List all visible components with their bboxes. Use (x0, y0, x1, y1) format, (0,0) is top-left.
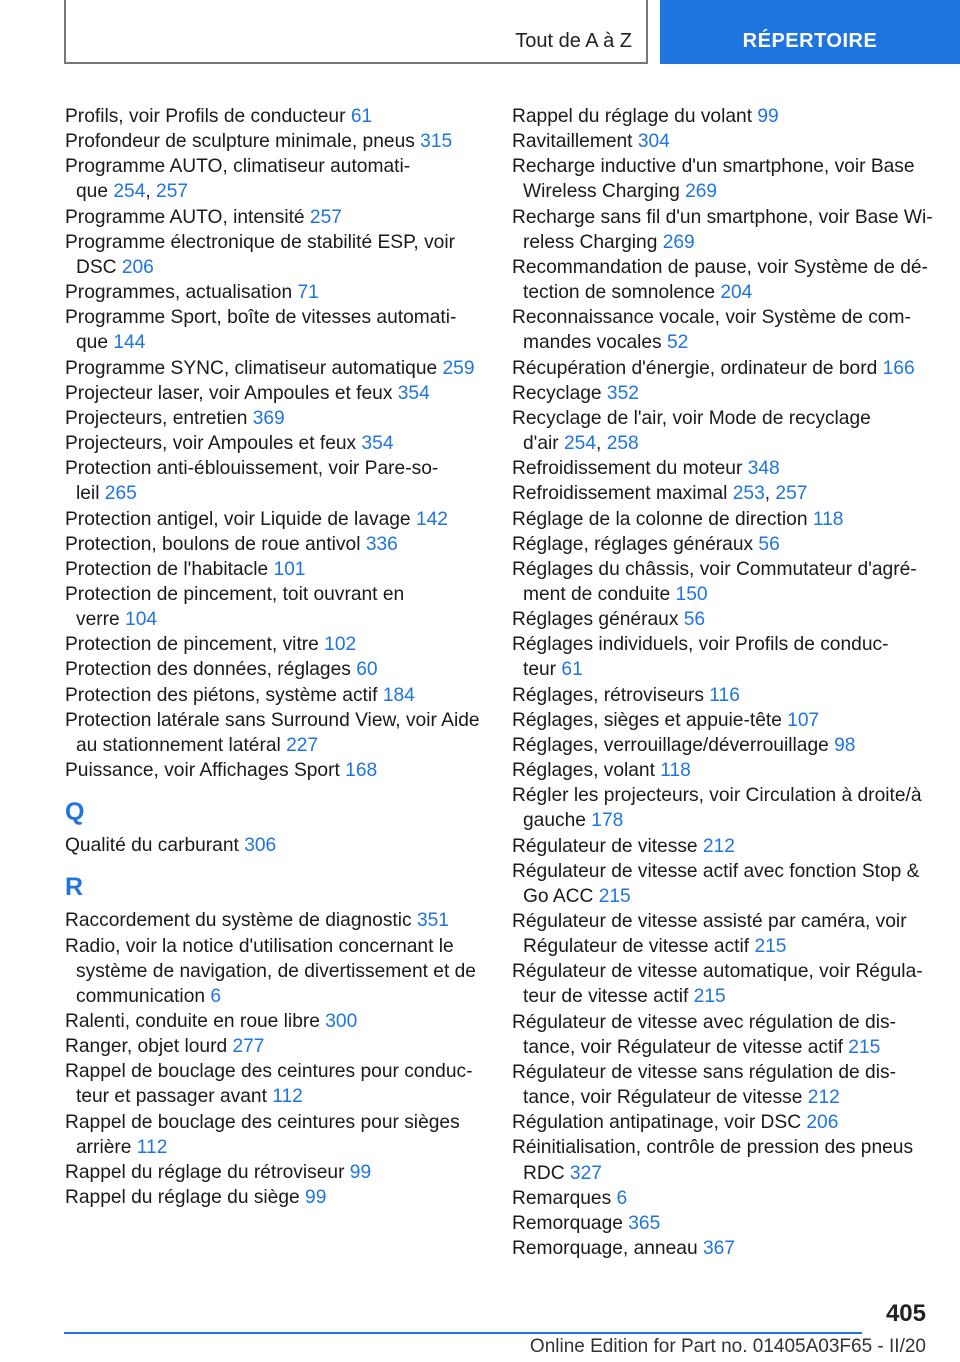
index-entry-text: DSC (76, 256, 122, 278)
index-entry (512, 557, 932, 607)
index-entry-text: Ranger, objet lourd (65, 1036, 233, 1058)
page-reference-link[interactable]: 369 (252, 407, 285, 429)
index-entry-text: Remorquage (512, 1212, 629, 1234)
edition-footer: Online Edition for Part no. 01405A03F65 - II/20 (529, 1336, 926, 1357)
page-reference-link[interactable]: 150 (675, 583, 708, 605)
section-tab-label: Tout de A à Z (515, 30, 632, 52)
index-entry-text: Régulateur de vitesse assisté par caméra, voir (512, 911, 907, 932)
index-entry (65, 833, 485, 858)
index-entry-text: communication (76, 985, 211, 1007)
index-entry-text: Recyclage (512, 382, 607, 404)
index-entry (65, 381, 485, 406)
index-entry (512, 909, 932, 959)
index-entry (65, 431, 485, 456)
index-column-left (65, 104, 485, 1210)
page-reference-link[interactable]: 144 (113, 332, 146, 354)
page-reference-link[interactable]: 61 (561, 659, 583, 681)
page-reference-link[interactable]: 118 (812, 508, 844, 530)
index-entry-text: teur (523, 659, 562, 681)
page-reference-link[interactable]: 60 (356, 659, 378, 681)
index-entry-text: tance, voir Régulateur de vitesse actif (523, 1036, 849, 1058)
page-reference-link[interactable]: 112 (136, 1136, 168, 1158)
index-column-right (512, 104, 932, 1261)
index-entry-text: Recyclage de l'air, voir Mode de recyclage (512, 407, 871, 429)
index-entry-text: Rappel de bouclage des ceintures pour sièges (65, 1111, 460, 1133)
index-entry (65, 582, 485, 632)
page-reference-link[interactable]: 352 (606, 382, 639, 404)
index-entry (512, 1060, 932, 1110)
index-entry-text: Régulateur de vitesse sans régulation de dis- (512, 1061, 896, 1083)
index-entry (512, 632, 932, 682)
page-reference-link[interactable]: 178 (591, 810, 624, 832)
index-entry (512, 532, 932, 557)
index-entry (65, 1009, 485, 1034)
index-entry-text: d'air (523, 433, 564, 455)
index-entry-text: tection de somnolence (523, 282, 721, 304)
index-entry (65, 104, 485, 129)
index-entry (512, 607, 932, 632)
page-reference-link[interactable]: 204 (720, 282, 753, 304)
page-reference-link[interactable]: 118 (660, 760, 691, 782)
index-entry (65, 557, 485, 582)
page-reference-link[interactable]: 327 (569, 1162, 602, 1184)
index-entry (512, 1135, 932, 1185)
index-entry-text: Protection des données, réglages (65, 659, 357, 681)
index-entry-text: Remarques (512, 1187, 617, 1209)
index-entry-text: mandes vocales (523, 332, 667, 354)
index-entry (65, 1185, 485, 1210)
page-reference-link[interactable]: 98 (834, 734, 856, 756)
index-entry-text: Réglage de la colonne de direction (512, 508, 813, 530)
page-reference-link[interactable]: 142 (415, 508, 448, 530)
page-reference-link[interactable]: 257 (775, 483, 808, 505)
index-entry (512, 356, 932, 381)
index-entry-text: Wireless Charging (523, 181, 686, 203)
index-entry-text: Protection de pincement, vitre (65, 634, 325, 656)
index-entry (512, 507, 932, 532)
index-entry-text: Recharge inductive d'un smartphone, voir Base (512, 156, 915, 178)
index-entry-text: Réglages, rétroviseurs (512, 684, 710, 706)
index-entry (512, 255, 932, 305)
page-reference-link[interactable]: 354 (361, 433, 394, 455)
page-reference-link[interactable]: 166 (882, 357, 915, 379)
page-reference-link[interactable]: 168 (345, 760, 378, 782)
index-entry-text: Rappel de bouclage des ceintures pour conduc- (65, 1061, 473, 1083)
page-reference-link[interactable]: 99 (305, 1187, 327, 1209)
index-entry-text: teur de vitesse actif (523, 986, 694, 1008)
index-entry-text: que (76, 332, 114, 354)
index-entry: Recyclage de l'air, voir Mode de recyclage d'air 254, 258 (512, 407, 871, 455)
page-reference-link[interactable]: 56 (683, 609, 706, 631)
index-entry (65, 758, 485, 783)
index-entry (65, 1034, 485, 1059)
index-entry-text: tance, voir Régulateur de vitesse (523, 1087, 808, 1109)
index-entry-text: Régulateur de vitesse automatique, voir Régula- (512, 961, 923, 983)
index-entry (65, 632, 485, 657)
index-entry (65, 532, 485, 557)
page-reference-link[interactable]: 254 (113, 181, 146, 203)
index-entry (65, 305, 485, 355)
page-reference-link[interactable]: 254 (564, 433, 597, 455)
index-entry (512, 708, 932, 733)
page-reference-link[interactable]: 257 (156, 181, 189, 203)
index-entry-text: Protection de l'habitacle (65, 558, 274, 580)
index-entry-text: système de navigation, de divertissement et de (76, 960, 476, 982)
page-reference-link[interactable]: 348 (747, 458, 780, 480)
page-reference-link[interactable]: 365 (628, 1212, 661, 1234)
page-reference-link[interactable]: 304 (637, 131, 670, 153)
index-entry-text: Protection anti-éblouissement, voir Pare-so- (65, 458, 439, 480)
index-letter-heading: Q (65, 798, 85, 827)
index-entry-text: Programme AUTO, intensité (65, 206, 310, 228)
index-entry-text: Protection de pincement, toit ouvrant en (65, 583, 405, 605)
index-entry (65, 1160, 485, 1185)
page-reference-link[interactable]: 300 (325, 1011, 358, 1032)
index-entry-text: Rappel du réglage du volant (512, 106, 758, 127)
index-entry (65, 456, 485, 506)
page-reference-link[interactable]: 6 (616, 1187, 628, 1209)
page-reference-link[interactable]: 99 (757, 106, 779, 127)
page-reference-link[interactable]: 101 (273, 558, 306, 580)
index-entry (512, 1211, 932, 1236)
page-reference-link[interactable]: 269 (685, 181, 718, 203)
index-entry (512, 834, 932, 859)
index-entry (65, 908, 485, 933)
page-reference-link[interactable]: 258 (606, 433, 639, 455)
page-reference-link[interactable]: 212 (702, 835, 735, 857)
index-entry-text: Régulateur de vitesse (512, 835, 703, 857)
index-entry (512, 104, 932, 129)
index-entry-text: Rappel du réglage du siège (65, 1187, 306, 1209)
index-entry-text: Programme électronique de stabilité ESP, voir (65, 231, 455, 253)
page-reference-link[interactable]: 259 (442, 357, 475, 379)
index-entry (512, 381, 932, 406)
page-reference-link[interactable]: 351 (416, 910, 449, 932)
footer-divider (64, 1332, 862, 1334)
index-entry (512, 154, 932, 204)
index-entry (512, 1110, 932, 1135)
index-entry-text: Protection antigel, voir Liquide de lavage (65, 508, 416, 530)
index-entry (65, 280, 485, 305)
page-reference-link[interactable]: 184 (382, 684, 415, 706)
index-entry-text: reless Charging (523, 231, 663, 253)
index-entry-text: Régulateur de vitesse avec régulation de dis- (512, 1011, 896, 1033)
index-entry-text: Profondeur de sculpture minimale, pneus (65, 131, 421, 153)
index-entry-text: Remorquage, anneau (512, 1238, 703, 1260)
index-entry-text: teur et passager avant (76, 1086, 273, 1108)
index-entry (512, 129, 932, 154)
index-entry (65, 507, 485, 532)
index-entry (512, 305, 932, 355)
index-entry-text: verre (76, 609, 126, 631)
index-letter-heading: R (65, 873, 84, 902)
page-reference-link[interactable]: 336 (365, 533, 398, 555)
page-reference-link[interactable]: 116 (709, 684, 740, 706)
index-entry (65, 1059, 485, 1109)
page-reference-link[interactable]: 206 (806, 1112, 839, 1134)
index-entry (512, 783, 932, 833)
index-entry-text: Protection latérale sans Surround View, voir Aide (65, 709, 480, 731)
page-reference-link[interactable]: 227 (286, 734, 319, 756)
active-tab-repertoire[interactable] (660, 0, 960, 64)
index-entry-text: Rappel du réglage du rétroviseur (65, 1161, 350, 1183)
index-entry-text: Programme AUTO, climatiseur automati- (65, 156, 411, 178)
page-reference-link[interactable]: 212 (807, 1087, 840, 1109)
index-entry-text: gauche (523, 810, 592, 832)
page-reference-link[interactable]: 6 (210, 985, 222, 1007)
index-entry (512, 205, 932, 255)
page-reference-link[interactable]: 315 (420, 131, 453, 153)
index-entry-text: Régulateur de vitesse actif avec fonction Stop & (512, 860, 920, 882)
index-entry-text: Réglages généraux (512, 609, 684, 631)
index-entry-text: Ravitaillement (512, 131, 638, 153)
page-reference-link[interactable]: 71 (297, 282, 319, 304)
index-entry-text: Réinitialisation, contrôle de pression des pneus (512, 1137, 914, 1159)
index-entry: Programme AUTO, climatiseur automati- que 254, 257 (65, 156, 411, 203)
index-entry-text: Refroidissement maximal (512, 483, 733, 505)
page-reference-link[interactable]: 354 (397, 382, 430, 404)
index-entry-text: que (76, 181, 114, 203)
index-entry-text: Régulation antipatinage, voir DSC (512, 1112, 807, 1134)
index-entry (512, 1186, 932, 1211)
page-reference-link[interactable]: 52 (666, 332, 689, 354)
page-reference-link[interactable]: 277 (232, 1036, 265, 1058)
index-entry (512, 733, 932, 758)
index-entry-text: Recharge sans fil d'un smartphone, voir Base Wi- (512, 206, 933, 228)
index-entry (512, 456, 932, 481)
page-reference-link[interactable]: 112 (272, 1086, 303, 1108)
page-reference-link[interactable]: 257 (309, 206, 342, 228)
page-reference-link[interactable]: 56 (758, 533, 780, 555)
index-entry-text: Refroidissement du moteur (512, 458, 748, 480)
index-entry-text: leil (76, 483, 105, 505)
index-entry (65, 657, 485, 682)
index-entry: Refroidissement maximal 253, 257 (512, 483, 808, 505)
index-entry-text: Profils, voir Profils de conducteur (65, 106, 351, 127)
index-entry-text: Programmes, actualisation (65, 282, 298, 304)
index-entry-text: Raccordement du système de diagnostic (65, 910, 417, 932)
index-entry-text: Réglages, verrouillage/déverrouillage (512, 734, 835, 756)
index-entry-text: Protection, boulons de roue antivol (65, 533, 366, 555)
page-number: 405 (885, 1300, 926, 1327)
index-entry (65, 683, 485, 708)
index-entry (65, 1110, 485, 1160)
index-entry-text: ment de conduite (523, 583, 676, 605)
page-reference-link[interactable]: 215 (693, 986, 726, 1008)
index-entry (65, 230, 485, 280)
index-entry-text: RDC (523, 1162, 570, 1184)
index-entry-text: Projecteur laser, voir Ampoules et feux (65, 382, 398, 404)
index-entry-text: Récupération d'énergie, ordinateur de bord (512, 357, 883, 379)
page-reference-link[interactable]: 269 (662, 231, 695, 253)
index-entry-text: au stationnement latéral (76, 734, 287, 756)
index-entry-text: Radio, voir la notice d'utilisation concernant le (65, 935, 454, 957)
index-entry (512, 859, 932, 909)
index-entry (65, 934, 485, 1009)
page-reference-link[interactable]: 102 (324, 634, 357, 656)
index-entry-text: Qualité du carburant (65, 835, 245, 857)
index-entry-text: arrière (76, 1136, 137, 1158)
page-reference-link[interactable]: 367 (702, 1238, 735, 1260)
page-reference-link[interactable]: 265 (104, 483, 137, 505)
index-entry (512, 1010, 932, 1060)
page-reference-link[interactable]: 215 (754, 936, 787, 958)
index-entry (65, 205, 485, 230)
index-entry-text: Go ACC (523, 885, 599, 907)
section-tab[interactable] (64, 0, 648, 64)
index-entry-text: Réglages, sièges et appuie-tête (512, 709, 788, 731)
index-entry-text: Régulateur de vitesse actif (523, 936, 755, 958)
index-entry-text: Programme Sport, boîte de vitesses automati- (65, 307, 457, 329)
page-reference-link[interactable]: 61 (350, 106, 373, 127)
index-entry-text: Projecteurs, entretien (65, 407, 253, 429)
page-reference-link[interactable]: 215 (598, 885, 631, 907)
index-entry-text: Programme SYNC, climatiseur automatique (65, 357, 443, 379)
index-entry (65, 356, 485, 381)
index-entry-text: Réglages individuels, voir Profils de conduc- (512, 634, 889, 656)
index-entry (512, 683, 932, 708)
index-entry-text: Régler les projecteurs, voir Circulation à droite/à (512, 785, 922, 807)
index-entry-text: Réglages, volant (512, 760, 661, 782)
index-entry (512, 758, 932, 783)
page-reference-link[interactable]: 99 (349, 1161, 372, 1183)
index-entry (65, 129, 485, 154)
index-entry (65, 708, 485, 758)
index-entry (512, 1236, 932, 1261)
page-reference-link[interactable]: 104 (125, 609, 158, 631)
page-reference-link[interactable]: 253 (732, 483, 765, 505)
page-reference-link[interactable]: 215 (848, 1036, 881, 1058)
index-entry-text: Puissance, voir Affichages Sport (65, 760, 346, 782)
index-entry-text: Protection des piétons, système actif (65, 684, 383, 706)
index-entry-text: Réglage, réglages généraux (512, 533, 759, 555)
active-tab-label: RÉPERTOIRE (742, 30, 878, 52)
index-entry-text: Reconnaissance vocale, voir Système de com- (512, 307, 911, 329)
index-entry-text: Réglages du châssis, voir Commutateur d'agré- (512, 558, 917, 580)
index-entry-text: Ralenti, conduite en roue libre (65, 1011, 326, 1032)
page-reference-link[interactable]: 206 (121, 256, 154, 278)
page-reference-link[interactable]: 306 (244, 835, 277, 857)
index-entry (512, 959, 932, 1009)
page-reference-link[interactable]: 107 (787, 709, 820, 731)
index-entry (65, 406, 485, 431)
index-entry-text: Recommandation de pause, voir Système de dé- (512, 256, 928, 278)
index-entry-text: Projecteurs, voir Ampoules et feux (65, 433, 362, 455)
